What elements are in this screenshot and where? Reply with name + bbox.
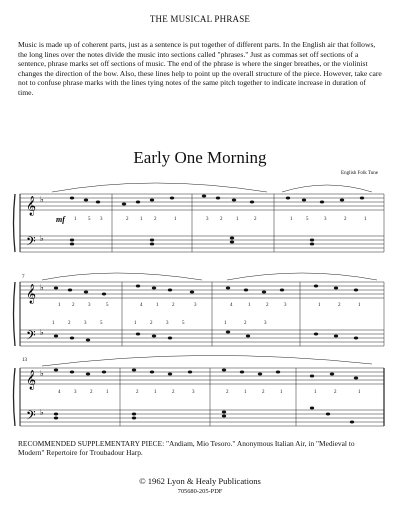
fingering-number: 1 (314, 390, 317, 395)
fingering-number: 1 (318, 303, 321, 308)
svg-text:♭: ♭ (40, 408, 44, 417)
svg-text:𝄞: 𝄞 (26, 370, 37, 389)
fingering-number: 1 (154, 390, 157, 395)
fingering-number: 1 (156, 303, 159, 308)
fingering-number: 4 (140, 303, 143, 308)
fingering-number: 3 (194, 303, 197, 308)
fingering-number: 2 (254, 217, 257, 222)
fingering-number: 4 (230, 303, 233, 308)
svg-text:𝄢: 𝄢 (26, 330, 36, 346)
fingering-number: 3 (284, 303, 287, 308)
staff-system-1 (12, 180, 388, 266)
fingering-number: 2 (68, 321, 71, 326)
fingering-number: 1 (58, 303, 61, 308)
svg-text:𝄞: 𝄞 (26, 284, 37, 303)
fingering-number: 2 (220, 217, 223, 222)
fingering-number: 1 (174, 217, 177, 222)
svg-text:♭: ♭ (40, 195, 44, 204)
svg-text:𝄢: 𝄢 (26, 410, 36, 426)
score-attribution: English Folk Tune (341, 171, 378, 176)
staff-system-2 (12, 270, 388, 360)
fingering-number: 3 (88, 303, 91, 308)
fingering-number: 1 (140, 217, 143, 222)
page-heading: THE MUSICAL PHRASE (149, 14, 251, 24)
fingering-number: 1 (224, 321, 227, 326)
measure-number: 7 (22, 275, 25, 280)
fingering-number: 1 (52, 321, 55, 326)
svg-text:♭: ♭ (40, 283, 44, 292)
fingering-number: 1 (74, 217, 77, 222)
dynamic-mark: mf (56, 215, 65, 224)
fingering-number: 1 (358, 303, 361, 308)
fingering-number: 2 (334, 390, 337, 395)
fingering-number: 3 (100, 217, 103, 222)
fingering-number: 1 (236, 217, 239, 222)
fingering-number: 1 (134, 321, 137, 326)
fingering-number: 3 (206, 217, 209, 222)
fingering-number: 1 (364, 217, 367, 222)
staff-system-3 (12, 352, 388, 440)
score-title: Early One Morning (133, 148, 267, 167)
svg-text:♭: ♭ (40, 369, 44, 378)
intro-paragraph: Music is made up of coherent parts, just as a sentence is put together of different parts. In the English air that follows, the long lines over the notes divide the music into sections called "phrases." Just as commas set off sections of a sentence, phrase marks set off sections of music. The end of the phrase is where the singer breathes, or the violinist changes the direction of the bow. Also, these lines help to point up the overall structure of the piece. However, take care not to confuse phrase marks with the lines tying notes of the same pitch together to indicate increase in duration of time. (18, 40, 382, 97)
fingering-number: 1 (248, 303, 251, 308)
fingering-number: 2 (266, 303, 269, 308)
fingering-number: 1 (106, 390, 109, 395)
fingering-number: 2 (90, 390, 93, 395)
measure-number: 13 (22, 358, 27, 363)
fingering-number: 2 (150, 321, 153, 326)
fingering-number: 2 (154, 217, 157, 222)
fingering-number: 2 (172, 303, 175, 308)
fingering-number: 5 (88, 217, 91, 222)
catalog-number: 705680-205-PDF (177, 488, 223, 495)
fingering-number: 2 (226, 390, 229, 395)
fingering-number: 2 (136, 390, 139, 395)
svg-text:𝄞: 𝄞 (26, 196, 37, 215)
fingering-number: 3 (84, 321, 87, 326)
fingering-number: 1 (244, 390, 247, 395)
svg-text:♭: ♭ (40, 328, 44, 337)
fingering-number: 3 (324, 217, 327, 222)
fingering-number: 2 (72, 303, 75, 308)
fingering-number: 4 (58, 390, 61, 395)
fingering-number: 2 (172, 390, 175, 395)
recommended-piece-note: RECOMMENDED SUPPLEMENTARY PIECE: "Andiam, Mio Tesoro." Anonymous Italian Air, in "Medieval to Modern" Repertoire for Troubadour Harp. (18, 439, 355, 458)
fingering-number: 1 (358, 390, 361, 395)
fingering-number: 5 (306, 217, 309, 222)
svg-text:♭: ♭ (40, 234, 44, 243)
fingering-number: 3 (74, 390, 77, 395)
fingering-number: 5 (106, 303, 109, 308)
fingering-number: 1 (280, 390, 283, 395)
fingering-number: 5 (182, 321, 185, 326)
fingering-number: 3 (192, 390, 195, 395)
svg-text:𝄢: 𝄢 (26, 236, 36, 252)
fingering-number: 2 (244, 321, 247, 326)
fingering-number: 2 (126, 217, 129, 222)
fingering-number: 2 (338, 303, 341, 308)
fingering-number: 2 (344, 217, 347, 222)
copyright-line: © 1962 Lyon & Healy Publications (139, 476, 261, 486)
fingering-number: 2 (262, 390, 265, 395)
fingering-number: 5 (100, 321, 103, 326)
fingering-number: 3 (166, 321, 169, 326)
fingering-number: 3 (264, 321, 267, 326)
fingering-number: 1 (290, 217, 293, 222)
